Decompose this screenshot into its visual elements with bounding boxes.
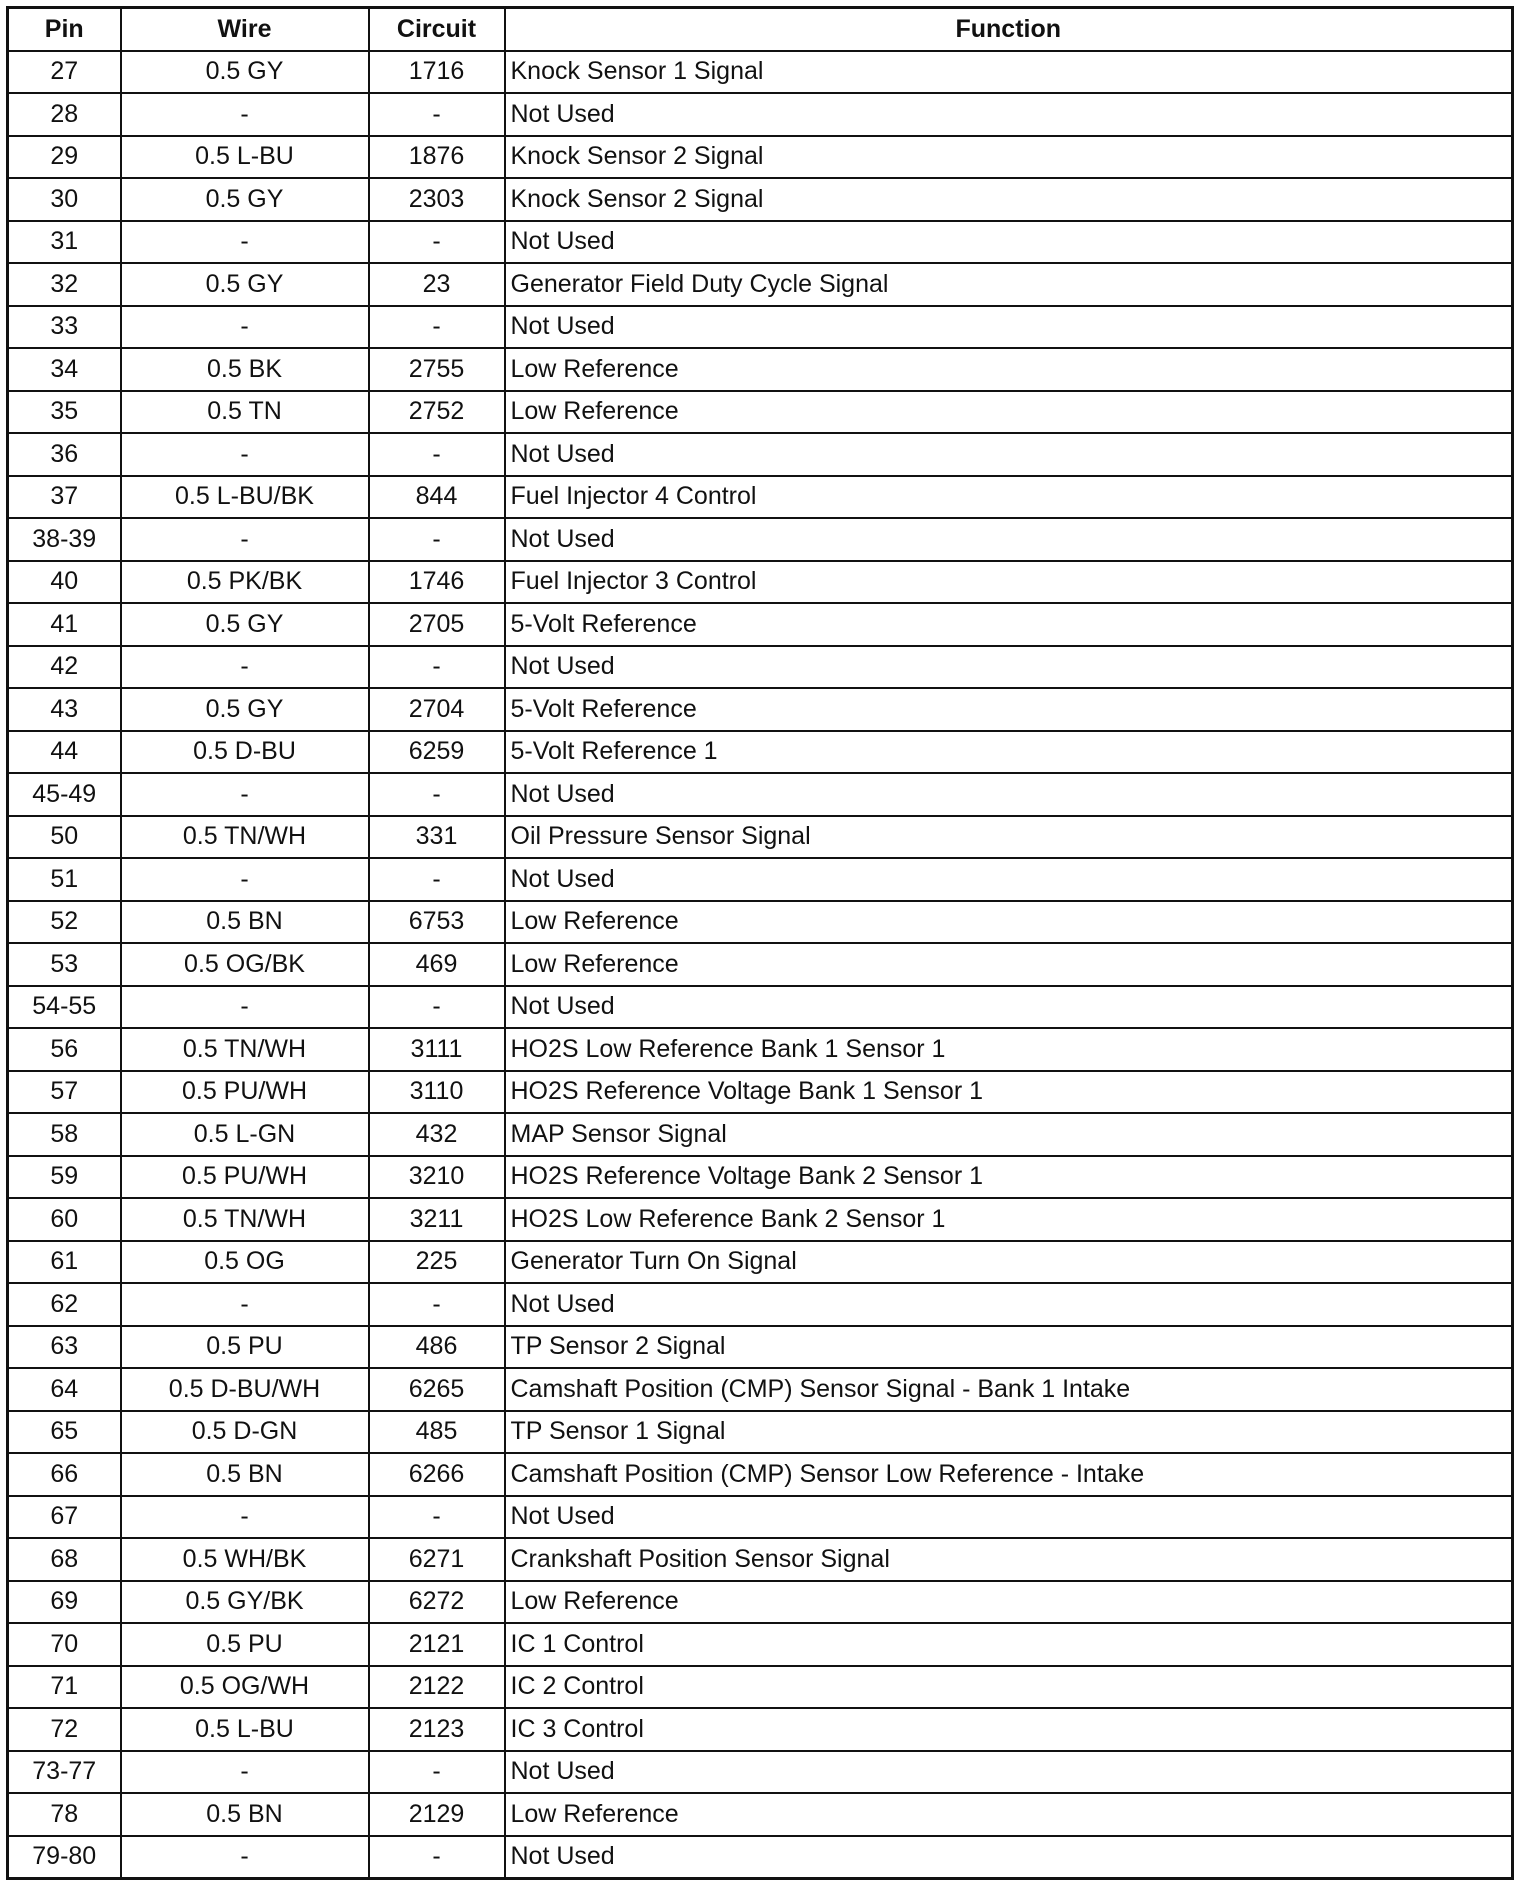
wire-cell: 0.5 PU [121, 1326, 369, 1369]
function-cell: TP Sensor 1 Signal [505, 1411, 1513, 1454]
pin-cell: 57 [8, 1071, 121, 1114]
wire-cell: 0.5 TN [121, 391, 369, 434]
pin-cell: 31 [8, 221, 121, 264]
table-row [8, 348, 1513, 391]
column-header-pin: Pin [8, 8, 121, 51]
function-cell: Generator Turn On Signal [505, 1241, 1513, 1284]
pin-cell: 33 [8, 306, 121, 349]
pin-cell: 71 [8, 1666, 121, 1709]
wire-cell: 0.5 GY [121, 263, 369, 306]
function-cell: Camshaft Position (CMP) Sensor Low Reference - Intake [505, 1453, 1513, 1496]
circuit-cell: 3211 [369, 1198, 505, 1241]
wire-cell: 0.5 PU/WH [121, 1156, 369, 1199]
table-row [8, 263, 1513, 306]
pin-cell: 27 [8, 51, 121, 94]
function-cell: Oil Pressure Sensor Signal [505, 816, 1513, 859]
circuit-cell: - [369, 93, 505, 136]
function-cell: IC 2 Control [505, 1666, 1513, 1709]
circuit-cell: - [369, 858, 505, 901]
circuit-cell: 2752 [369, 391, 505, 434]
function-cell: Not Used [505, 93, 1513, 136]
table-row [8, 1071, 1513, 1114]
function-cell: Crankshaft Position Sensor Signal [505, 1538, 1513, 1581]
function-cell: HO2S Low Reference Bank 2 Sensor 1 [505, 1198, 1513, 1241]
pin-cell: 63 [8, 1326, 121, 1369]
function-cell: Not Used [505, 646, 1513, 689]
pin-cell: 40 [8, 561, 121, 604]
circuit-cell: 3111 [369, 1028, 505, 1071]
pin-cell: 38-39 [8, 518, 121, 561]
pin-cell: 32 [8, 263, 121, 306]
wire-cell: - [121, 518, 369, 561]
function-cell: TP Sensor 2 Signal [505, 1326, 1513, 1369]
pin-cell: 61 [8, 1241, 121, 1284]
table-row [8, 1836, 1513, 1879]
circuit-cell: 1716 [369, 51, 505, 94]
wire-cell: - [121, 858, 369, 901]
wire-cell: 0.5 BK [121, 348, 369, 391]
table-row [8, 1241, 1513, 1284]
wire-cell: 0.5 OG/BK [121, 943, 369, 986]
circuit-cell: 6271 [369, 1538, 505, 1581]
table-row [8, 1411, 1513, 1454]
wire-cell: 0.5 TN/WH [121, 1028, 369, 1071]
pin-cell: 70 [8, 1623, 121, 1666]
column-header-circuit: Circuit [369, 8, 505, 51]
table-row [8, 603, 1513, 646]
circuit-cell: - [369, 1496, 505, 1539]
wire-cell: 0.5 OG [121, 1241, 369, 1284]
function-cell: HO2S Reference Voltage Bank 1 Sensor 1 [505, 1071, 1513, 1114]
pin-cell: 37 [8, 476, 121, 519]
table-row [8, 1666, 1513, 1709]
pin-cell: 58 [8, 1113, 121, 1156]
table-row [8, 901, 1513, 944]
wire-cell: 0.5 BN [121, 901, 369, 944]
pin-cell: 28 [8, 93, 121, 136]
function-cell: Low Reference [505, 391, 1513, 434]
wire-cell: 0.5 PK/BK [121, 561, 369, 604]
circuit-cell: 469 [369, 943, 505, 986]
pin-cell: 42 [8, 646, 121, 689]
circuit-cell: 3210 [369, 1156, 505, 1199]
circuit-cell: - [369, 306, 505, 349]
circuit-cell: - [369, 1283, 505, 1326]
function-cell: Low Reference [505, 1793, 1513, 1836]
function-cell: Not Used [505, 986, 1513, 1029]
function-cell: IC 1 Control [505, 1623, 1513, 1666]
function-cell: Not Used [505, 1283, 1513, 1326]
function-cell: Not Used [505, 1751, 1513, 1794]
table-row [8, 646, 1513, 689]
circuit-cell: 6265 [369, 1368, 505, 1411]
table-row [8, 1198, 1513, 1241]
circuit-cell: 6259 [369, 731, 505, 774]
function-cell: Low Reference [505, 348, 1513, 391]
function-cell: 5-Volt Reference 1 [505, 731, 1513, 774]
wire-cell: - [121, 221, 369, 264]
function-cell: Generator Field Duty Cycle Signal [505, 263, 1513, 306]
table-row [8, 221, 1513, 264]
table-header-row [8, 8, 1513, 51]
table-row [8, 1326, 1513, 1369]
function-cell: Not Used [505, 221, 1513, 264]
wire-cell: 0.5 BN [121, 1453, 369, 1496]
wire-cell: - [121, 306, 369, 349]
table-row [8, 136, 1513, 179]
circuit-cell: 331 [369, 816, 505, 859]
pin-cell: 69 [8, 1581, 121, 1624]
circuit-cell: 2704 [369, 688, 505, 731]
wire-cell: 0.5 D-GN [121, 1411, 369, 1454]
wire-cell: 0.5 L-BU [121, 136, 369, 179]
table-row [8, 433, 1513, 476]
pin-cell: 62 [8, 1283, 121, 1326]
circuit-cell: 2303 [369, 178, 505, 221]
table-row [8, 986, 1513, 1029]
wire-cell: 0.5 TN/WH [121, 816, 369, 859]
wire-cell: - [121, 986, 369, 1029]
circuit-cell: 6266 [369, 1453, 505, 1496]
pin-cell: 36 [8, 433, 121, 476]
function-cell: Fuel Injector 3 Control [505, 561, 1513, 604]
circuit-cell: 2121 [369, 1623, 505, 1666]
wire-cell: 0.5 TN/WH [121, 1198, 369, 1241]
circuit-cell: 485 [369, 1411, 505, 1454]
wire-cell: 0.5 WH/BK [121, 1538, 369, 1581]
wire-cell: 0.5 GY [121, 178, 369, 221]
function-cell: Knock Sensor 2 Signal [505, 136, 1513, 179]
table-row [8, 391, 1513, 434]
function-cell: Not Used [505, 433, 1513, 476]
pin-cell: 60 [8, 1198, 121, 1241]
pin-cell: 64 [8, 1368, 121, 1411]
pin-cell: 44 [8, 731, 121, 774]
wire-cell: 0.5 GY/BK [121, 1581, 369, 1624]
pin-cell: 41 [8, 603, 121, 646]
pin-cell: 50 [8, 816, 121, 859]
function-cell: Not Used [505, 773, 1513, 816]
pin-cell: 65 [8, 1411, 121, 1454]
wire-cell: 0.5 L-BU [121, 1708, 369, 1751]
table-row [8, 1623, 1513, 1666]
pin-cell: 56 [8, 1028, 121, 1071]
table-row [8, 731, 1513, 774]
circuit-cell: - [369, 433, 505, 476]
pin-cell: 78 [8, 1793, 121, 1836]
table-row [8, 816, 1513, 859]
circuit-cell: 844 [369, 476, 505, 519]
connector-pinout-sheet [6, 6, 1511, 1880]
circuit-cell: 1746 [369, 561, 505, 604]
circuit-cell: - [369, 221, 505, 264]
pin-cell: 35 [8, 391, 121, 434]
table-row [8, 1751, 1513, 1794]
function-cell: 5-Volt Reference [505, 688, 1513, 731]
table-row [8, 178, 1513, 221]
wire-cell: 0.5 D-BU/WH [121, 1368, 369, 1411]
table-row [8, 1708, 1513, 1751]
pin-cell: 54-55 [8, 986, 121, 1029]
wire-cell: - [121, 773, 369, 816]
table-row [8, 858, 1513, 901]
table-row [8, 1156, 1513, 1199]
wire-cell: - [121, 433, 369, 476]
wire-cell: 0.5 L-GN [121, 1113, 369, 1156]
pin-cell: 66 [8, 1453, 121, 1496]
circuit-cell: - [369, 646, 505, 689]
circuit-cell: 6753 [369, 901, 505, 944]
pin-cell: 73-77 [8, 1751, 121, 1794]
column-header-function: Function [505, 8, 1513, 51]
function-cell: Knock Sensor 1 Signal [505, 51, 1513, 94]
table-row [8, 1453, 1513, 1496]
circuit-cell: - [369, 773, 505, 816]
circuit-cell: 432 [369, 1113, 505, 1156]
wire-cell: 0.5 GY [121, 603, 369, 646]
pin-cell: 67 [8, 1496, 121, 1539]
function-cell: Not Used [505, 858, 1513, 901]
connector-pinout-table [6, 6, 1514, 1880]
wire-cell: - [121, 93, 369, 136]
function-cell: Not Used [505, 518, 1513, 561]
pin-cell: 79-80 [8, 1836, 121, 1879]
circuit-cell: 1876 [369, 136, 505, 179]
table-row [8, 688, 1513, 731]
table-row [8, 1793, 1513, 1836]
circuit-cell: 6272 [369, 1581, 505, 1624]
circuit-cell: - [369, 1836, 505, 1879]
pin-cell: 34 [8, 348, 121, 391]
circuit-cell: 225 [369, 1241, 505, 1284]
function-cell: HO2S Low Reference Bank 1 Sensor 1 [505, 1028, 1513, 1071]
circuit-cell: - [369, 1751, 505, 1794]
function-cell: Fuel Injector 4 Control [505, 476, 1513, 519]
circuit-cell: 23 [369, 263, 505, 306]
wire-cell: 0.5 PU/WH [121, 1071, 369, 1114]
pin-cell: 43 [8, 688, 121, 731]
table-row [8, 561, 1513, 604]
table-row [8, 1581, 1513, 1624]
pin-cell: 53 [8, 943, 121, 986]
table-row [8, 1368, 1513, 1411]
wire-cell: - [121, 646, 369, 689]
pin-cell: 30 [8, 178, 121, 221]
function-cell: Camshaft Position (CMP) Sensor Signal - Bank 1 Intake [505, 1368, 1513, 1411]
pin-cell: 52 [8, 901, 121, 944]
function-cell: MAP Sensor Signal [505, 1113, 1513, 1156]
wire-cell: - [121, 1283, 369, 1326]
table-row [8, 476, 1513, 519]
function-cell: Not Used [505, 306, 1513, 349]
table-row [8, 1283, 1513, 1326]
pin-cell: 72 [8, 1708, 121, 1751]
circuit-cell: 3110 [369, 1071, 505, 1114]
pin-cell: 51 [8, 858, 121, 901]
table-row [8, 51, 1513, 94]
function-cell: Not Used [505, 1836, 1513, 1879]
circuit-cell: 2755 [369, 348, 505, 391]
function-cell: 5-Volt Reference [505, 603, 1513, 646]
function-cell: Knock Sensor 2 Signal [505, 178, 1513, 221]
pin-cell: 45-49 [8, 773, 121, 816]
function-cell: Not Used [505, 1496, 1513, 1539]
circuit-cell: - [369, 518, 505, 561]
table-row [8, 773, 1513, 816]
table-row [8, 1538, 1513, 1581]
circuit-cell: 2123 [369, 1708, 505, 1751]
wire-cell: - [121, 1751, 369, 1794]
function-cell: Low Reference [505, 901, 1513, 944]
column-header-wire: Wire [121, 8, 369, 51]
wire-cell: 0.5 PU [121, 1623, 369, 1666]
pin-cell: 68 [8, 1538, 121, 1581]
table-row [8, 93, 1513, 136]
pin-cell: 29 [8, 136, 121, 179]
function-cell: Low Reference [505, 943, 1513, 986]
table-body [8, 51, 1513, 1879]
table-row [8, 518, 1513, 561]
wire-cell: 0.5 L-BU/BK [121, 476, 369, 519]
wire-cell: 0.5 GY [121, 688, 369, 731]
circuit-cell: 2129 [369, 1793, 505, 1836]
table-row [8, 1028, 1513, 1071]
pin-cell: 59 [8, 1156, 121, 1199]
function-cell: IC 3 Control [505, 1708, 1513, 1751]
function-cell: Low Reference [505, 1581, 1513, 1624]
wire-cell: 0.5 GY [121, 51, 369, 94]
wire-cell: 0.5 OG/WH [121, 1666, 369, 1709]
circuit-cell: 486 [369, 1326, 505, 1369]
table-row [8, 1496, 1513, 1539]
circuit-cell: 2705 [369, 603, 505, 646]
wire-cell: 0.5 D-BU [121, 731, 369, 774]
wire-cell: - [121, 1496, 369, 1539]
table-row [8, 306, 1513, 349]
wire-cell: - [121, 1836, 369, 1879]
circuit-cell: 2122 [369, 1666, 505, 1709]
wire-cell: 0.5 BN [121, 1793, 369, 1836]
function-cell: HO2S Reference Voltage Bank 2 Sensor 1 [505, 1156, 1513, 1199]
circuit-cell: - [369, 986, 505, 1029]
table-row [8, 1113, 1513, 1156]
table-row [8, 943, 1513, 986]
